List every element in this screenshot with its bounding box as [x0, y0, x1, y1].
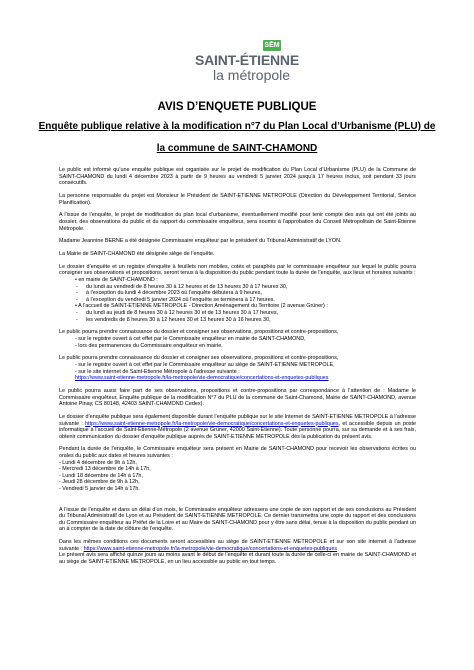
consult-mairie-register: - sur le registre ouvert à cet effet par le Commissaire enquêteur en mairie de SAINT-CHAMOND, [75, 336, 306, 342]
permanence-date: - Mercredi 13 décembre de 14h à 17h, [59, 466, 151, 473]
notice-title: AVIS D’ENQUETE PUBLIQUE [157, 101, 317, 113]
paragraph-seat: La Mairie de SAINT-CHAMOND été désignée siège de l’enquête. [59, 251, 215, 258]
paragraph-outcome: A l’issue de l’enquête, le projet de modification du plan local d’urbanisme, éventuellement modifié pour tenir compte des avis qui ont été joints au dossier, des observations du public et du rapport du commissaire enquêteur, sera soumis à l’approbation du Conseil Métropolitain de Saint-Etienne Métropole. [59, 212, 416, 232]
link-enquetes-publiques[interactable]: https://www.saint-etienne-metropole.fr/la-metropole/vie-democratique/concertations-et-enquetes-publiques [75, 375, 329, 382]
permanence-date: - Jeudi 28 décembre de 9h à 12h, [59, 479, 140, 486]
notice-subtitle-line-1: Enquête publique relative à la modification n°7 du Plan Local d’Urbanisme (PLU) de [38, 121, 436, 132]
list-item: - les vendredis de 8 heures 30 à 12 heures 30 et 13 heures 30 à 16 heures 30, [76, 316, 271, 323]
paragraph-report: A l’issue de l’enquête et dans un délai d’un mois, le Commissaire enquêteur adressera une copie de son rapport et de ses conclusions au Président du Tribunal Administratif de Lyon et au Président de SAINT-ETIENNE METROPOLE. Ce dernier transmettra une copie du rapport et des conclusions du Commissaire enquêteur au Préfet de la Loire et au Maire de SAINT-CHAMOND pour y être sans délai, tenue à la disposition du public pendant un an à compter de la date de clôture de l’enquête. [59, 506, 416, 533]
paragraph-correspondence: Le public pourra aussi faire part de ses observations, propositions et contre-propositions par correspondance à l’attention de : Madame le Commissaire enquêteur, Enquête publique de la modification N°7 du PLU de la commune de Saint-Chamond, Mairie de SAINT-CHAMOND, avenue Antoine Pinay, CS 80148, 42403 SAINT-CHAMOND Cedex). [59, 387, 416, 408]
paragraph-consult-mairie: Le public pourra prendre connaissance du dossier et consigner ses observations, propositions et contre-propositions, [59, 329, 339, 336]
permanence-date: - Vendredi 5 janvier de 14h à 17h. [59, 486, 140, 493]
paragraph-consult-metropole: Le public pourra prendre connaissance du dossier et consigner ses observations, propositions et contre-propositions, [59, 355, 339, 362]
location-metropole: • A l’accueil de SAINT-ETIENNE METROPOLE - Direction Aménagement du Territoire (2 avenue Grüner) : [75, 303, 328, 310]
saint-etienne-metropole-logo [195, 40, 315, 85]
paragraph-responsible: La personne responsable du projet est Monsieur le Président de SAINT-ETIENNE METROPOLE (Direction du Développement Territorial, Service Planification). [59, 192, 416, 206]
list-item: - à l’exception du lundi 4 décembre 2023 où l’enquête débutera à 9 heures, [76, 290, 262, 297]
paragraph-permanences: Pendant la durée de l’enquête, le Commissaire enquêteur sera présent en Mairie de SAINT-CHAMOND pour recevoir les observations écrites ou orales du public aux dates et heures suivantes : [59, 446, 416, 460]
permanence-date: - Lundi 18 décembre de 14h à 17h, [59, 472, 143, 479]
paragraph-report-access: Dans les mêmes conditions ces documents seront accessibles au siège de SAINT-ETIENNE METROPOLE et sur son site internet à l’adresse suivante : https://www.saint-etienne-metropole.fr/la-metropole/vie-democratique/concertations-et-enquetes-publiques [59, 539, 416, 552]
paragraph-online-dossier: Le dossier d’enquête publique sera également disponible durant l’enquête publique sur le site Internet de SAINT-ETIENNE METROPOLE à l’adresse suivante : https://www.saint-etienne-metropole.fr/la-metropole/vie-democratique/concertations-et-enquetes-publiques, et accessible depuis un poste informatique à l’accueil de Saint-Etienne-Métropole (2 avenue Grüner, 42000 Saint-Etienne). Toute personne pourra, sur sa demande et à ses frais, obtenir communication du dossier d’enquête publique auprès de SAINT-ETIENNE METROPOLE dès la publication du présent avis. [59, 413, 417, 440]
paragraph-commissioner: Madame Jeannine BERNE a été désignée Commissaire enquêteur par le président du Tribunal Administratif de LYON. [59, 238, 342, 245]
paragraph-dates: Le public est informé qu’une enquête publique est organisée sur le projet de modification du Plan Local d’Urbanisme (PLU) de la Commune de SAINT-CHAMOND du lundi 4 décembre 2023 à partir de 9 heures au vendredi 5 janvier 2024 jusqu’à 17 heures inclus, soit pendant 33 jours consécutifs. [59, 167, 416, 187]
paragraph-dossier: Le dossier d’enquête et un registre d’enquête à feuillets non mobiles, cotés et paraphés par le commissaire enquêteur sur lequel le public pourra consigner ses observations et propositions, seront tenus à la disposition du public pendant toute la durée de l’enquête, aux lieux et horaires suivants : [59, 263, 416, 277]
paragraph-display: Le présent avis sera affiché quinze jours au moins avant le début de l’enquête et durant toute la durée de celle-ci en mairie de SAINT-CHAMOND et au siège de SAINT-ETIENNE METROPOLE, en un lieu accessible au public en tout temps. [59, 552, 416, 565]
hours-metropole-weekdays: du lundi au jeudi de 8 heures 30 à 12 heures 30 et de 13 heures 30 à 17 heures, [86, 310, 279, 317]
list-item: - à l’exception du vendredi 5 janvier 2024 où l’enquête se terminera à 17 heures. [76, 296, 275, 303]
logo-line-2: la métropole [213, 67, 291, 83]
sem-badge: SĒM [264, 42, 280, 49]
location-mairie: • en mairie de SAINT-CHAMOND : [75, 277, 158, 284]
link-enquetes-publiques[interactable]: https://www.saint-etienne-metropole.fr/la-metropole/vie-democratique/concertations-et-enquetes-publiques [85, 420, 339, 427]
permanence-date: - Lundi 4 décembre de 9h à 12h, [59, 459, 137, 466]
logo-line-1: SAINT-ÉTIENNE [195, 52, 299, 68]
notice-subtitle-line-2: la commune de SAINT-CHAMOND [156, 143, 318, 154]
link-enquetes-publiques[interactable]: https://www.saint-etienne-metropole.fr/la-metropole/vie-democratique/concertations-et-enquetes-publiques [83, 545, 338, 552]
hours-mairie-weekdays: du lundi au vendredi de 8 heures 30 à 12 heures et de 13 heures 30 à 17 heures 30, [86, 283, 288, 290]
list-item: - du lundi au jeudi de 8 heures 30 à 12 heures 30 et de 13 heures 30 à 17 heures, [76, 310, 279, 317]
consult-mairie-permanences: - lors des permanences du Commissaire enquêteur en mairie. [75, 342, 223, 349]
hours-metropole-friday: les vendredis de 8 heures 30 à 12 heures 30 et 13 heures 30 à 16 heures 30, [86, 316, 271, 323]
notice-body [59, 167, 416, 572]
consult-metropole-register: - sur le registre ouvert à cet effet par le Commissaire enquêteur au siège de SAINT-ETIENNE METROPOLE, [75, 361, 335, 368]
hours-mairie-start: à l’exception du lundi 4 décembre 2023 où l’enquête débutera à 9 heures, [86, 290, 262, 297]
consult-metropole-website: - sur le site internet de Saint-Etienne Métropole à l’adresse suivante : [75, 368, 240, 375]
hours-mairie-end: à l’exception du vendredi 5 janvier 2024 où l’enquête se terminera à 17 heures. [86, 296, 275, 303]
list-item: - du lundi au vendredi de 8 heures 30 à 12 heures et de 13 heures 30 à 17 heures 30, [76, 283, 288, 290]
